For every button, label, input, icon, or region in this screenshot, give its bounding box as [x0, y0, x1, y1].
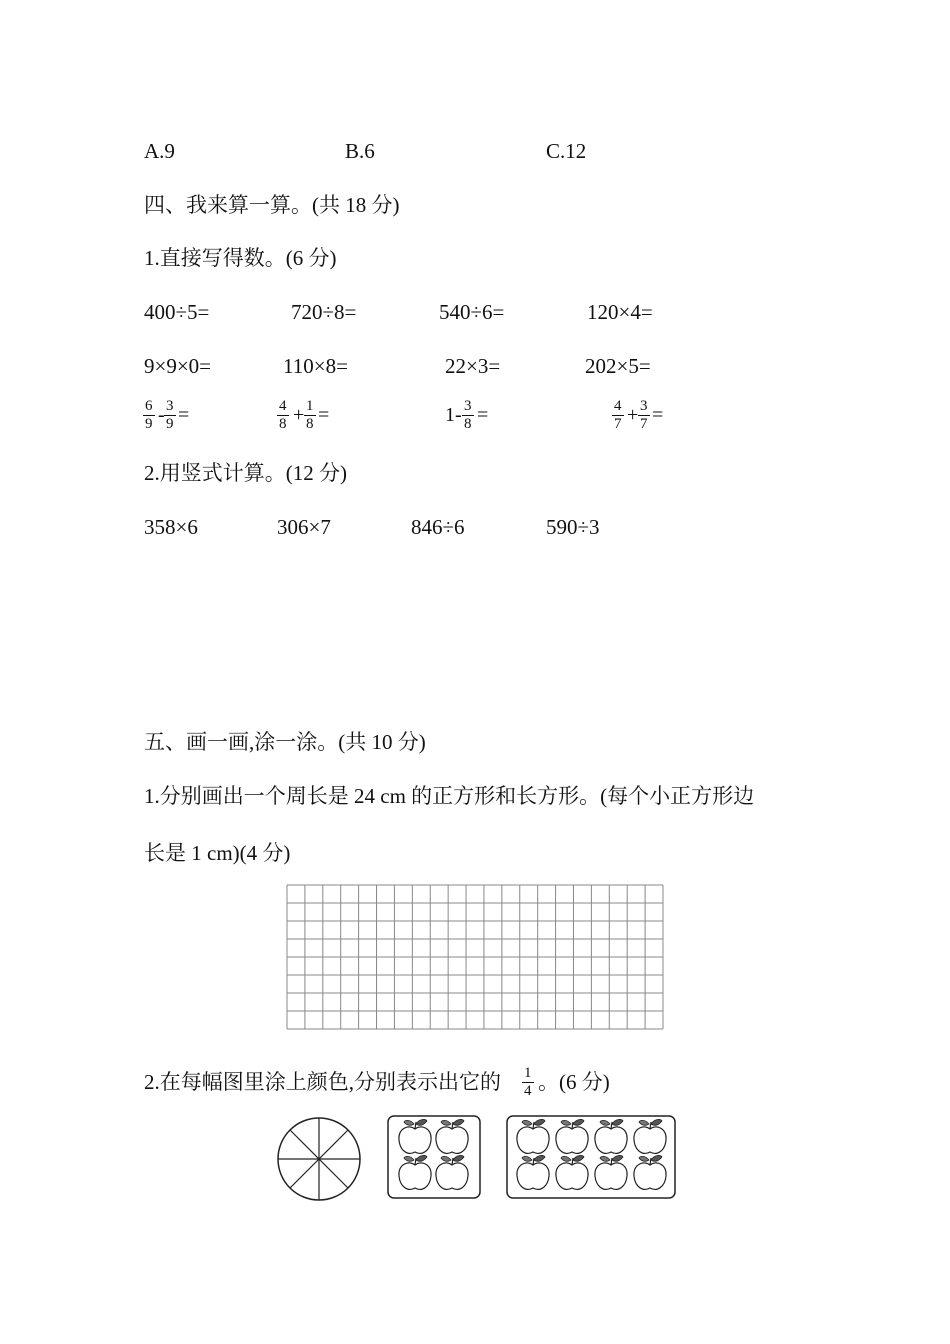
section5-q2-suffix: 。(6 分): [538, 1070, 610, 1094]
numerator: 6: [145, 398, 153, 414]
calc-item: 202×5=: [585, 354, 651, 378]
apple-box-small[interactable]: [386, 1114, 482, 1200]
drawing-grid[interactable]: [286, 884, 664, 1030]
denominator: 8: [464, 416, 472, 432]
numerator: 3: [640, 398, 648, 414]
equals: =: [652, 404, 664, 426]
section5-title: 五、画一画,涂一涂。(共 10 分): [144, 730, 426, 754]
vertical-calc-item: 846÷6: [411, 515, 465, 539]
numerator: 1: [306, 398, 314, 414]
circle-figure[interactable]: [274, 1114, 364, 1204]
section4-title: 四、我来算一算。(共 18 分): [144, 193, 400, 217]
numerator: 4: [614, 398, 622, 414]
denominator: 8: [306, 416, 314, 432]
option-a: A.9: [144, 139, 175, 163]
option-b: B.6: [345, 139, 375, 163]
denominator: 9: [145, 416, 153, 432]
vertical-calc-item: 306×7: [277, 515, 331, 539]
calc-item: 22×3=: [445, 354, 501, 378]
section5-q1-line1: 1.分别画出一个周长是 24 cm 的正方形和长方形。(每个小正方形边: [144, 784, 755, 808]
numerator: 3: [166, 398, 174, 414]
prefix: 1-: [445, 404, 462, 426]
calc-item: 120×4=: [587, 300, 653, 324]
denominator: 9: [166, 416, 174, 432]
calc-item: 540÷6=: [439, 300, 505, 324]
calc-item: 720÷8=: [291, 300, 357, 324]
numerator: 4: [279, 398, 287, 414]
operator: +: [293, 404, 305, 426]
equals: =: [477, 404, 489, 426]
operator: +: [627, 404, 639, 426]
vertical-calc-item: 358×6: [144, 515, 198, 539]
calc-item: 110×8=: [283, 354, 348, 378]
denominator: 8: [279, 416, 287, 432]
one-quarter-fraction: [522, 1065, 534, 1100]
denominator: 7: [640, 416, 648, 432]
denominator: 7: [614, 416, 622, 432]
vertical-calc-item: 590÷3: [546, 515, 600, 539]
calc-item: 400÷5=: [144, 300, 210, 324]
apple-box-large[interactable]: [505, 1114, 677, 1200]
numerator: 3: [464, 398, 472, 414]
section4-q1-title: 1.直接写得数。(6 分): [144, 246, 337, 270]
denominator: 4: [524, 1083, 532, 1099]
equals: =: [178, 404, 190, 426]
calc-item: 9×9×0=: [144, 354, 212, 378]
section5-q1-line2: 长是 1 cm)(4 分): [144, 841, 291, 865]
equals: =: [318, 404, 330, 426]
operator: -: [158, 404, 165, 426]
section5-q2-prefix: 2.在每幅图里涂上颜色,分别表示出它的: [144, 1070, 501, 1094]
box-border: [388, 1116, 480, 1198]
numerator: 1: [524, 1065, 532, 1081]
section4-q2-title: 2.用竖式计算。(12 分): [144, 461, 347, 485]
option-c: C.12: [546, 139, 587, 163]
